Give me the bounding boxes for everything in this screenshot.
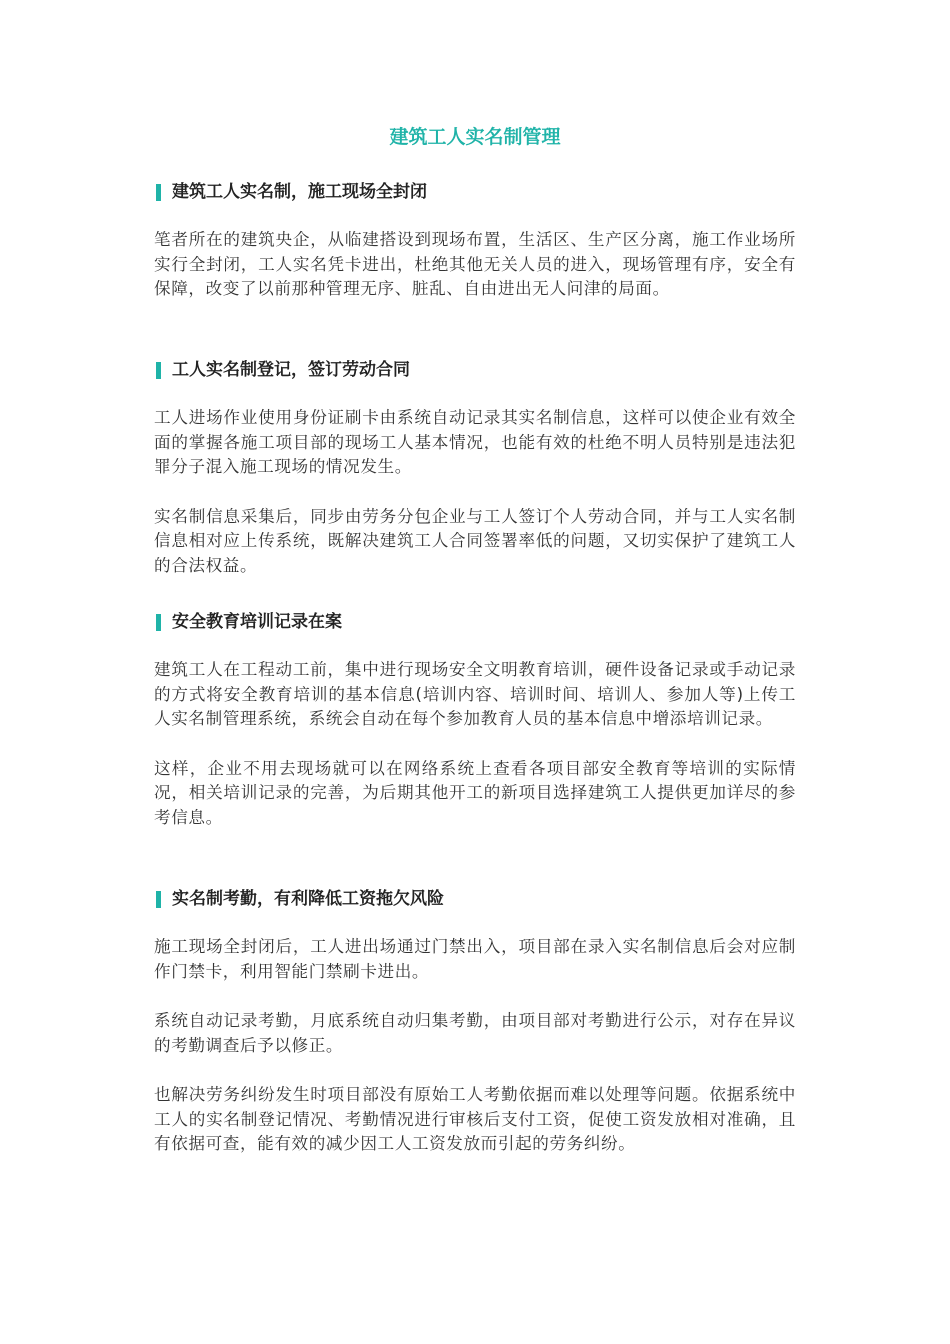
paragraph: 笔者所在的建筑央企，从临建搭设到现场布置，生活区、生产区分离，施工作业场所实行全封闭，工人实名凭卡进出，杜绝其他无关人员的进入，现场管理有序，安全有保障，改变了以前那种管理无序、脏乱、自由进出无人问津的局面。 — [154, 230, 796, 299]
section-heading-text: 实名制考勤，有利降低工资拖欠风险 — [172, 889, 444, 909]
heading-accent-bar — [156, 614, 161, 631]
section-heading-text: 建筑工人实名制，施工现场全封闭 — [172, 182, 427, 202]
section-body — [154, 406, 796, 579]
section-3 — [154, 610, 796, 831]
section-4 — [154, 887, 796, 1157]
paragraph: 实名制信息采集后，同步由劳务分包企业与工人签订个人劳动合同，并与工人实名制信息相对应上传系统，既解决建筑工人合同签署率低的问题，又切实保护了建筑工人的合法权益。 — [154, 506, 796, 576]
paragraph: 建筑工人在工程动工前，集中进行现场安全文明教育培训，硬件设备记录或手动记录的方式将安全教育培训的基本信息(培训内容、培训时间、培训人、参加人等)上传工人实名制管理系统，系统会自动在每个参加教育人员的基本信息中增添培训记录。 — [154, 660, 796, 729]
section-body — [154, 228, 796, 302]
section-1 — [154, 180, 796, 302]
section-heading — [154, 358, 796, 382]
paragraph: 系统自动记录考勤，月底系统自动归集考勤，由项目部对考勤进行公示，对存在异议的考勤调查后予以修正。 — [154, 1010, 796, 1055]
document-title: 建筑工人实名制管理 — [389, 126, 561, 148]
section-body — [154, 658, 796, 831]
section-2 — [154, 358, 796, 579]
section-heading — [154, 610, 796, 634]
heading-accent-bar — [156, 362, 161, 379]
heading-accent-bar — [156, 891, 161, 908]
section-heading-text: 工人实名制登记，签订劳动合同 — [172, 360, 410, 380]
section-heading — [154, 887, 796, 911]
paragraph: 也解决劳务纠纷发生时项目部没有原始工人考勤依据而难以处理等问题。依据系统中工人的实名制登记情况、考勤情况进行审核后支付工资，促使工资发放相对准确，且有依据可查，能有效的减少因工人工资发放而引起的劳务纠纷。 — [154, 1084, 796, 1154]
heading-accent-bar — [156, 184, 161, 201]
section-heading-text: 安全教育培训记录在案 — [172, 612, 342, 632]
section-heading — [154, 180, 796, 204]
paragraph: 这样，企业不用去现场就可以在网络系统上查看各项目部安全教育等培训的实际情况，相关培训记录的完善，为后期其他开工的新项目选择建筑工人提供更加详尽的参考信息。 — [154, 758, 796, 828]
paragraph: 施工现场全封闭后，工人进出场通过门禁出入，项目部在录入实名制信息后会对应制作门禁卡，利用智能门禁刷卡进出。 — [154, 937, 796, 981]
section-body — [154, 935, 796, 1157]
paragraph: 工人进场作业使用身份证刷卡由系统自动记录其实名制信息，这样可以使企业有效全面的掌握各施工项目部的现场工人基本情况，也能有效的杜绝不明人员特别是违法犯罪分子混入施工现场的情况发生。 — [154, 408, 796, 477]
